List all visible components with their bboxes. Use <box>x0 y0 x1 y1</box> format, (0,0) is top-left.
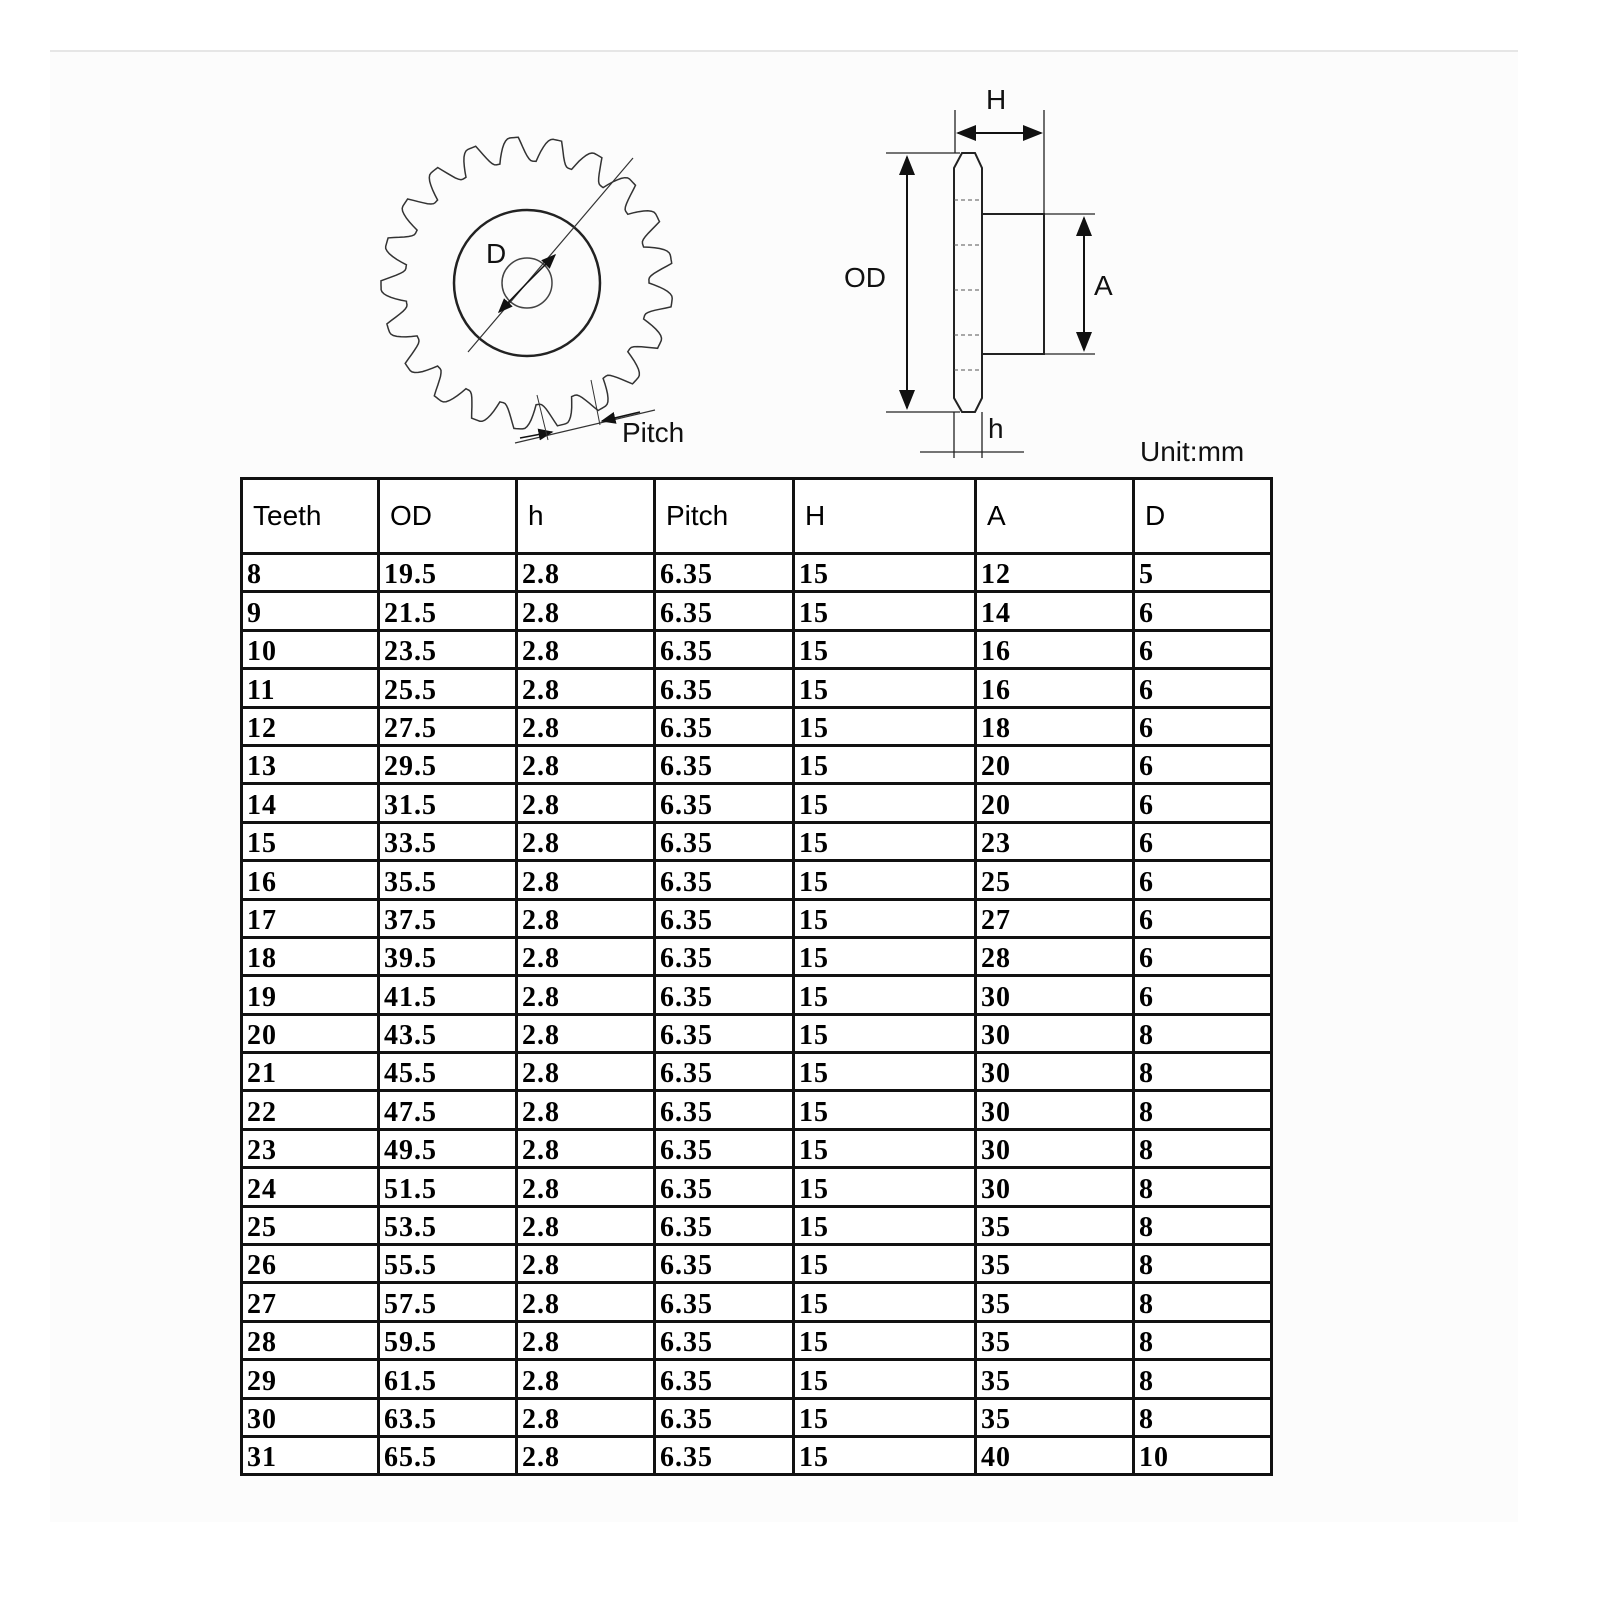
label-h: h <box>988 413 1004 444</box>
table-cell: 6 <box>1134 861 1272 899</box>
table-cell: 8 <box>1134 1053 1272 1091</box>
table-cell: 6 <box>1134 707 1272 745</box>
table-cell: 16 <box>976 669 1134 707</box>
table-cell: 8 <box>1134 1168 1272 1206</box>
table-cell: 2.8 <box>517 745 655 783</box>
table-cell: 6.35 <box>655 899 794 937</box>
table-cell: 2.8 <box>517 784 655 822</box>
column-header-od: OD <box>379 479 517 554</box>
table-cell: 25 <box>976 861 1134 899</box>
table-cell: 6.35 <box>655 1206 794 1244</box>
table-cell: 8 <box>1134 1283 1272 1321</box>
table-cell: 26 <box>242 1245 379 1283</box>
table-cell: 6.35 <box>655 1360 794 1398</box>
table-cell: 2.8 <box>517 1053 655 1091</box>
table-cell: 49.5 <box>379 1129 517 1167</box>
table-cell: 15 <box>794 822 976 860</box>
table-cell: 18 <box>976 707 1134 745</box>
table-cell: 28 <box>976 937 1134 975</box>
table-row <box>242 630 1272 668</box>
table-cell: 15 <box>794 1436 976 1474</box>
table-cell: 6.35 <box>655 630 794 668</box>
table-cell: 2.8 <box>517 976 655 1014</box>
table-cell: 6.35 <box>655 1245 794 1283</box>
table-cell: 16 <box>976 630 1134 668</box>
table-cell: 20 <box>976 745 1134 783</box>
table-cell: 15 <box>794 937 976 975</box>
table-cell: 2.8 <box>517 899 655 937</box>
table-row <box>242 1436 1272 1474</box>
table-row <box>242 784 1272 822</box>
table-cell: 28 <box>242 1321 379 1359</box>
table-cell: 15 <box>794 554 976 592</box>
label-a: A <box>1094 270 1113 301</box>
table-cell: 6.35 <box>655 1436 794 1474</box>
table-cell: 25 <box>242 1206 379 1244</box>
column-header-d: D <box>1134 479 1272 554</box>
table-cell: 45.5 <box>379 1053 517 1091</box>
table-cell: 15 <box>794 976 976 1014</box>
table-cell: 6.35 <box>655 1091 794 1129</box>
table-cell: 51.5 <box>379 1168 517 1206</box>
table-cell: 19.5 <box>379 554 517 592</box>
table-cell: 6 <box>1134 822 1272 860</box>
table-cell: 6 <box>1134 784 1272 822</box>
table-row <box>242 976 1272 1014</box>
table-cell: 6.35 <box>655 1014 794 1052</box>
table-cell: 20 <box>242 1014 379 1052</box>
table-cell: 2.8 <box>517 1283 655 1321</box>
table-cell: 15 <box>794 1129 976 1167</box>
table-cell: 6.35 <box>655 1283 794 1321</box>
table-cell: 2.8 <box>517 822 655 860</box>
table-cell: 57.5 <box>379 1283 517 1321</box>
table-cell: 10 <box>242 630 379 668</box>
table-cell: 20 <box>976 784 1134 822</box>
table-cell: 35 <box>976 1245 1134 1283</box>
table-cell: 10 <box>1134 1436 1272 1474</box>
table-row <box>242 554 1272 592</box>
table-row <box>242 669 1272 707</box>
sprocket-spec-table <box>240 477 1273 1476</box>
table-cell: 6 <box>1134 669 1272 707</box>
table-cell: 2.8 <box>517 630 655 668</box>
table-cell: 6.35 <box>655 861 794 899</box>
table-cell: 15 <box>794 1321 976 1359</box>
table-cell: 35 <box>976 1398 1134 1436</box>
table-cell: 2.8 <box>517 861 655 899</box>
table-cell: 27 <box>242 1283 379 1321</box>
table-cell: 6.35 <box>655 745 794 783</box>
table-row <box>242 707 1272 745</box>
table-cell: 30 <box>976 1053 1134 1091</box>
table-row <box>242 1014 1272 1052</box>
table-cell: 15 <box>794 784 976 822</box>
table-cell: 12 <box>242 707 379 745</box>
label-H: H <box>986 84 1007 115</box>
table-cell: 37.5 <box>379 899 517 937</box>
table-cell: 63.5 <box>379 1398 517 1436</box>
table-cell: 6.35 <box>655 1398 794 1436</box>
table-cell: 8 <box>1134 1245 1272 1283</box>
table-cell: 15 <box>794 1206 976 1244</box>
table-cell: 11 <box>242 669 379 707</box>
table-row <box>242 1245 1272 1283</box>
label-d: D <box>486 238 507 269</box>
table-cell: 6.35 <box>655 1168 794 1206</box>
table-cell: 8 <box>1134 1129 1272 1167</box>
column-header-teeth: Teeth <box>242 479 379 554</box>
table-cell: 18 <box>242 937 379 975</box>
table-cell: 25.5 <box>379 669 517 707</box>
table-cell: 6.35 <box>655 1321 794 1359</box>
table-cell: 6.35 <box>655 707 794 745</box>
table-row <box>242 1360 1272 1398</box>
table-cell: 15 <box>794 745 976 783</box>
table-cell: 6 <box>1134 899 1272 937</box>
table-cell: 15 <box>242 822 379 860</box>
table-cell: 12 <box>976 554 1134 592</box>
table-cell: 23.5 <box>379 630 517 668</box>
table-cell: 35 <box>976 1206 1134 1244</box>
table-cell: 35 <box>976 1283 1134 1321</box>
table-cell: 2.8 <box>517 1398 655 1436</box>
table-cell: 15 <box>794 1168 976 1206</box>
table-row <box>242 1091 1272 1129</box>
table-cell: 39.5 <box>379 937 517 975</box>
table-cell: 15 <box>794 630 976 668</box>
table-cell: 53.5 <box>379 1206 517 1244</box>
column-header-h: h <box>517 479 655 554</box>
table-cell: 8 <box>1134 1321 1272 1359</box>
column-header-a: A <box>976 479 1134 554</box>
table-cell: 30 <box>976 976 1134 1014</box>
table-cell: 2.8 <box>517 669 655 707</box>
table-cell: 15 <box>794 899 976 937</box>
table-row <box>242 1168 1272 1206</box>
table-row <box>242 1129 1272 1167</box>
label-pitch: Pitch <box>622 417 685 448</box>
table-cell: 30 <box>976 1014 1134 1052</box>
table-row <box>242 1321 1272 1359</box>
label-od: OD <box>844 262 886 293</box>
table-cell: 31.5 <box>379 784 517 822</box>
table-cell: 2.8 <box>517 1360 655 1398</box>
table-cell: 31 <box>242 1436 379 1474</box>
table-cell: 59.5 <box>379 1321 517 1359</box>
table-cell: 15 <box>794 1014 976 1052</box>
table-cell: 15 <box>794 707 976 745</box>
table-cell: 6.35 <box>655 1129 794 1167</box>
table-row <box>242 899 1272 937</box>
table-row <box>242 1206 1272 1244</box>
sprocket-side-view <box>954 153 1044 412</box>
table-cell: 19 <box>242 976 379 1014</box>
table-cell: 30 <box>976 1168 1134 1206</box>
table-cell: 8 <box>1134 1091 1272 1129</box>
table-cell: 35 <box>976 1321 1134 1359</box>
table-cell: 2.8 <box>517 1168 655 1206</box>
table-cell: 24 <box>242 1168 379 1206</box>
table-cell: 6.35 <box>655 976 794 1014</box>
table-cell: 15 <box>794 592 976 630</box>
table-cell: 15 <box>794 669 976 707</box>
table-cell: 23 <box>976 822 1134 860</box>
table-row <box>242 1283 1272 1321</box>
table-cell: 21 <box>242 1053 379 1091</box>
table-cell: 6 <box>1134 976 1272 1014</box>
table-cell: 65.5 <box>379 1436 517 1474</box>
table-cell: 27.5 <box>379 707 517 745</box>
table-cell: 2.8 <box>517 554 655 592</box>
table-cell: 6.35 <box>655 822 794 860</box>
table-cell: 2.8 <box>517 707 655 745</box>
table-cell: 29.5 <box>379 745 517 783</box>
table-cell: 6.35 <box>655 1053 794 1091</box>
table-cell: 30 <box>976 1091 1134 1129</box>
table-cell: 41.5 <box>379 976 517 1014</box>
table-cell: 2.8 <box>517 1436 655 1474</box>
table-cell: 30 <box>242 1398 379 1436</box>
table-cell: 15 <box>794 1360 976 1398</box>
table-cell: 35.5 <box>379 861 517 899</box>
table-cell: 6 <box>1134 745 1272 783</box>
table-cell: 16 <box>242 861 379 899</box>
table-cell: 6.35 <box>655 592 794 630</box>
table-cell: 6.35 <box>655 669 794 707</box>
table-cell: 2.8 <box>517 1129 655 1167</box>
table-cell: 2.8 <box>517 1245 655 1283</box>
table-cell: 2.8 <box>517 937 655 975</box>
column-header-pitch: Pitch <box>655 479 794 554</box>
table-cell: 33.5 <box>379 822 517 860</box>
table-cell: 6.35 <box>655 937 794 975</box>
table-row <box>242 1398 1272 1436</box>
table-cell: 15 <box>794 1053 976 1091</box>
table-cell: 15 <box>794 1398 976 1436</box>
table-cell: 8 <box>1134 1360 1272 1398</box>
sprocket-diagram <box>0 0 1600 480</box>
unit-label: Unit:mm <box>1140 436 1245 467</box>
table-cell: 15 <box>794 1283 976 1321</box>
table-cell: 6.35 <box>655 554 794 592</box>
table-cell: 2.8 <box>517 1091 655 1129</box>
table-row <box>242 822 1272 860</box>
table-cell: 27 <box>976 899 1134 937</box>
table-cell: 40 <box>976 1436 1134 1474</box>
table-cell: 2.8 <box>517 1206 655 1244</box>
table-cell: 55.5 <box>379 1245 517 1283</box>
table-cell: 6.35 <box>655 784 794 822</box>
column-header-h: H <box>794 479 976 554</box>
table-cell: 15 <box>794 1091 976 1129</box>
table-cell: 15 <box>794 1245 976 1283</box>
table-cell: 6 <box>1134 630 1272 668</box>
table-cell: 14 <box>242 784 379 822</box>
table-cell: 8 <box>1134 1206 1272 1244</box>
table-cell: 22 <box>242 1091 379 1129</box>
table-cell: 43.5 <box>379 1014 517 1052</box>
table-cell: 30 <box>976 1129 1134 1167</box>
table-cell: 9 <box>242 592 379 630</box>
table-cell: 29 <box>242 1360 379 1398</box>
table-header-row <box>242 479 1272 554</box>
table-cell: 15 <box>794 861 976 899</box>
table-row <box>242 745 1272 783</box>
table-cell: 17 <box>242 899 379 937</box>
table-row <box>242 861 1272 899</box>
table-cell: 23 <box>242 1129 379 1167</box>
table-row <box>242 1053 1272 1091</box>
table-cell: 8 <box>1134 1014 1272 1052</box>
table-cell: 21.5 <box>379 592 517 630</box>
table-cell: 14 <box>976 592 1134 630</box>
table-cell: 8 <box>242 554 379 592</box>
table-cell: 2.8 <box>517 1321 655 1359</box>
table-cell: 2.8 <box>517 592 655 630</box>
table-cell: 6 <box>1134 937 1272 975</box>
table-cell: 5 <box>1134 554 1272 592</box>
table-cell: 61.5 <box>379 1360 517 1398</box>
table-row <box>242 937 1272 975</box>
table-cell: 8 <box>1134 1398 1272 1436</box>
table-cell: 47.5 <box>379 1091 517 1129</box>
table-cell: 13 <box>242 745 379 783</box>
table-cell: 35 <box>976 1360 1134 1398</box>
table-row <box>242 592 1272 630</box>
table-cell: 6 <box>1134 592 1272 630</box>
table-cell: 2.8 <box>517 1014 655 1052</box>
